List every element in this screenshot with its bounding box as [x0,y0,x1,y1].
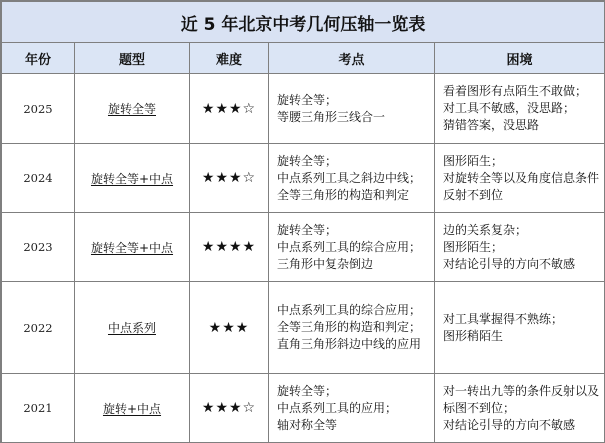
difficulty-stars: ★★★☆ [190,374,269,443]
topic-cell [75,144,190,213]
topic-label: 旋转全等+中点 [90,240,174,255]
year-cell: 2023 [2,213,75,282]
points-cell [269,374,435,443]
point-line: 中点系列工具的综合应用； [277,239,422,254]
struggle-line: 边的关系复杂； [443,222,528,237]
header-struggles: 困境 [435,43,605,74]
struggles-cell [435,74,605,144]
year-cell: 2022 [2,282,75,374]
struggles-cell [435,213,605,282]
table-row [2,74,605,144]
difficulty-stars: ★★★☆ [190,74,269,144]
table-row [2,144,605,213]
difficulty-stars: ★★★ [190,282,269,374]
point-line: 直角三角形斜边中线的应用 [277,337,422,351]
geometry-summary-table [1,1,605,443]
struggle-line: 图形陌生； [443,153,504,168]
table-row [2,282,605,374]
points-cell [269,144,435,213]
point-line: 全等三角形的构造和判定 [277,187,410,202]
struggle-line: 反射不到位 [443,187,504,202]
topic-cell [75,74,190,144]
point-line: 旋转全等； [277,153,338,168]
struggle-line: 猜错答案，没思路 [443,118,540,132]
topic-label: 旋转+中点 [102,401,162,416]
struggle-line: 对一转出九等的条件反射以及 [443,383,600,398]
struggle-line: 图形陌生； [443,239,504,254]
table-title-row [2,2,605,43]
struggle-line: 对工具不敏感，没思路； [443,101,576,115]
table-row [2,213,605,282]
table-header-row [2,43,605,74]
point-line: 旋转全等； [277,222,338,237]
year-cell: 2021 [2,374,75,443]
point-line: 等腰三角形三线合一 [277,109,386,124]
struggle-line: 对工具掌握得不熟练； [443,311,564,326]
difficulty-stars: ★★★☆ [190,144,269,213]
header-difficulty: 难度 [190,43,269,74]
point-line: 三角形中复杂倒边 [277,256,374,271]
topic-cell [75,282,190,374]
point-line: 旋转全等； [277,92,338,107]
struggle-line: 对结论引导的方向不敏感 [443,417,576,432]
point-line: 中点系列工具的综合应用； [277,303,422,317]
table-title: 近 5 年北京中考几何压轴一览表 [2,2,605,43]
point-line: 全等三角形的构造和判定； [277,320,422,334]
point-line: 旋转全等； [277,383,338,398]
struggle-line: 对结论引导的方向不敏感 [443,256,576,271]
struggle-line: 标图不到位； [443,400,516,415]
header-points: 考点 [269,43,435,74]
topic-cell [75,374,190,443]
topic-cell [75,213,190,282]
points-cell [269,213,435,282]
year-cell: 2025 [2,74,75,144]
topic-label: 旋转全等 [107,102,156,116]
struggle-line: 图形稍陌生 [443,328,504,343]
topic-label: 中点系列 [107,321,156,335]
topic-label: 旋转全等+中点 [90,171,174,186]
struggles-cell [435,282,605,374]
point-line: 轴对称全等 [277,417,338,432]
header-topic: 题型 [75,43,190,74]
point-line: 中点系列工具之斜边中线； [277,170,422,185]
struggle-line: 对旋转全等以及角度信息条件 [443,170,600,185]
header-year: 年份 [2,43,75,74]
struggle-line: 看着图形有点陌生不敢做； [443,84,588,98]
point-line: 中点系列工具的应用； [277,400,398,415]
points-cell [269,282,435,374]
struggles-cell [435,144,605,213]
table-row [2,374,605,443]
difficulty-stars: ★★★★ [190,213,269,282]
points-cell [269,74,435,144]
year-cell: 2024 [2,144,75,213]
struggles-cell [435,374,605,443]
